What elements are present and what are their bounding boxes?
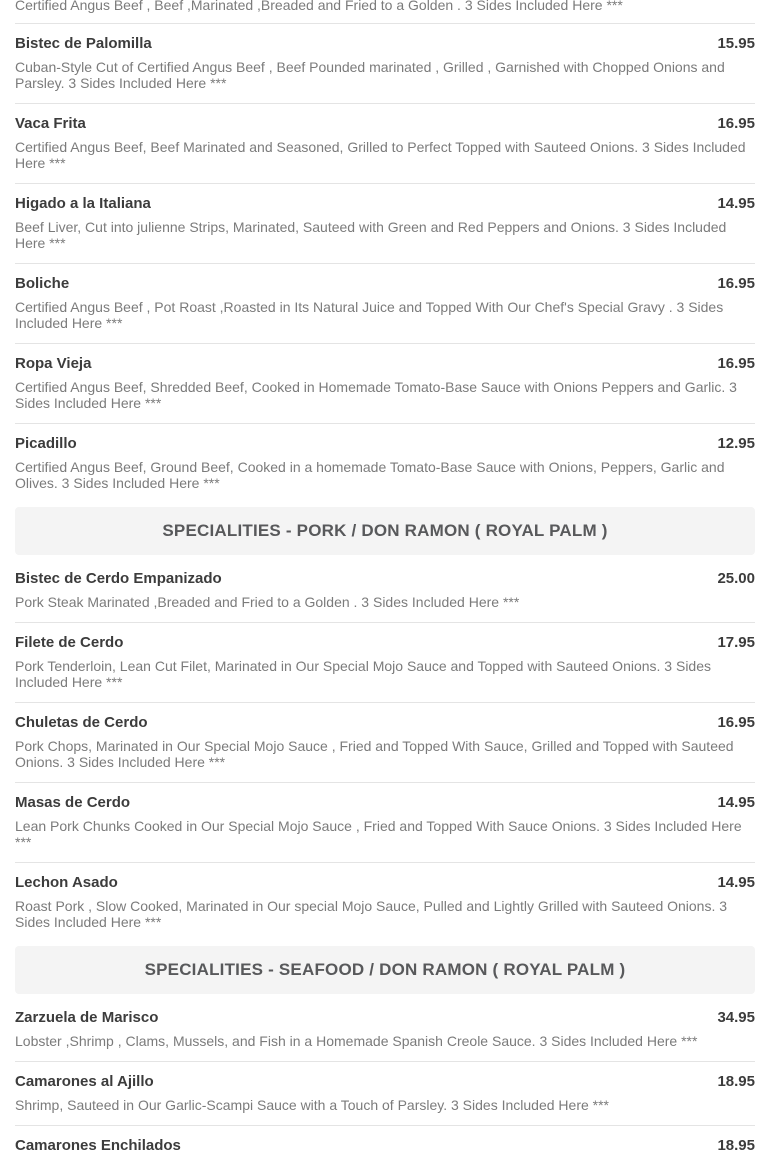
menu-item-header — [15, 795, 755, 810]
menu-item-price: 14.95 — [717, 794, 755, 811]
menu-item-price: 18.95 — [717, 1137, 755, 1154]
menu-item-header — [15, 875, 755, 890]
menu-item-name: Zarzuela de Marisco — [15, 1009, 159, 1026]
menu-item-description: Lean Pork Chunks Cooked in Our Special Mojo Sauce , Fried and Topped With Sauce Onions. 3 Sides Included Here *** — [15, 818, 742, 850]
menu-item-price: 16.95 — [717, 275, 755, 292]
menu-item-name: Vaca Frita — [15, 115, 86, 132]
menu-item[interactable] — [15, 1125, 755, 1165]
menu-item[interactable] — [15, 702, 755, 782]
menu-item-description: Lobster ,Shrimp , Clams, Mussels, and Fish in a Homemade Spanish Creole Sauce. 3 Sides Included Here *** — [15, 1033, 698, 1049]
menu-item[interactable] — [15, 103, 755, 183]
menu-item-name: Chuletas de Cerdo — [15, 714, 148, 731]
menu-item[interactable] — [15, 343, 755, 423]
menu-item[interactable] — [15, 423, 755, 503]
menu-item-name: Bistec de Cerdo Empanizado — [15, 570, 222, 587]
menu-item-price: 16.95 — [717, 355, 755, 372]
menu-item-description: Certified Angus Beef, Beef Marinated and Seasoned, Grilled to Perfect Topped with Sauteed Onions. 3 Sides Included Here *** — [15, 139, 746, 171]
menu-item-description: Pork Steak Marinated ,Breaded and Fried to a Golden . 3 Sides Included Here *** — [15, 594, 520, 610]
section-title: SPECIALITIES - PORK / DON RAMON ( ROYAL PALM ) — [162, 521, 608, 540]
menu-item-description: Certified Angus Beef, Shredded Beef, Cooked in Homemade Tomato-Base Sauce with Onions Peppers and Garlic. 3 Sides Included Here *** — [15, 379, 737, 411]
menu-item[interactable] — [15, 998, 755, 1061]
menu-item-header — [15, 116, 755, 131]
menu-item-price: 12.95 — [717, 435, 755, 452]
menu-item-price: 25.00 — [717, 570, 755, 587]
menu-item[interactable] — [15, 183, 755, 263]
menu-item-name: Filete de Cerdo — [15, 634, 124, 651]
menu-item-price: 18.95 — [717, 1073, 755, 1090]
menu-item-price: 16.95 — [717, 714, 755, 731]
menu-item-price: 14.95 — [717, 195, 755, 212]
menu-item-name: Lechon Asado — [15, 874, 118, 891]
menu-item-description: Certified Angus Beef , Pot Roast ,Roasted in Its Natural Juice and Topped With Our Chef's Special Gravy . 3 Sides Included Here *** — [15, 299, 724, 331]
menu-item[interactable] — [15, 559, 755, 622]
menu-item-description: Shrimp, Sauteed in Our Garlic-Scampi Sauce with a Touch of Parsley. 3 Sides Included Here *** — [15, 1097, 609, 1113]
menu-item-description: Pork Tenderloin, Lean Cut Filet, Marinated in Our Special Mojo Sauce and Topped with Sauteed Onions. 3 Sides Included Here *** — [15, 658, 712, 690]
menu-item-header — [15, 276, 755, 291]
menu-item-price: 15.95 — [717, 35, 755, 52]
menu-item[interactable] — [15, 862, 755, 942]
menu-item-header — [15, 1138, 755, 1153]
menu-item-price: 34.95 — [717, 1009, 755, 1026]
menu-item-name: Picadillo — [15, 435, 77, 452]
menu-item-header — [15, 1010, 755, 1025]
menu-item-name: Bistec de Palomilla — [15, 35, 152, 52]
menu-item-description: Pork Chops, Marinated in Our Special Mojo Sauce , Fried and Topped With Sauce, Grilled and Topped with Sauteed Onions. 3 Sides Included Here *** — [15, 738, 734, 770]
menu-item[interactable] — [15, 0, 755, 23]
menu-item-description: Beef Liver, Cut into julienne Strips, Marinated, Sauteed with Green and Red Peppers and Onions. 3 Sides Included Here *** — [15, 219, 727, 251]
menu-item-description: Cuban-Style Cut of Certified Angus Beef , Beef Pounded marinated , Grilled , Garnished with Chopped Onions and Parsley. 3 Sides Included Here *** — [15, 59, 725, 91]
menu-item-header — [15, 436, 755, 451]
menu-item-price: 14.95 — [717, 874, 755, 891]
menu-item-header — [15, 571, 755, 586]
menu-item-description: Certified Angus Beef, Ground Beef, Cooked in a homemade Tomato-Base Sauce with Onions, Peppers, Garlic and Olives. 3 Sides Included Here *** — [15, 459, 725, 491]
menu-item-description: Roast Pork , Slow Cooked, Marinated in Our special Mojo Sauce, Pulled and Lightly Grilled with Sauteed Onions. 3 Sides Included Here *** — [15, 898, 728, 930]
menu-item[interactable] — [15, 622, 755, 702]
menu-item-name: Higado a la Italiana — [15, 195, 151, 212]
menu-item-description: Certified Angus Beef , Beef ,Marinated ,Breaded and Fried to a Golden . 3 Sides Included Here *** — [15, 0, 623, 13]
menu-item-header — [15, 635, 755, 650]
section-header — [15, 946, 755, 994]
menu-item[interactable] — [15, 1061, 755, 1125]
menu-item[interactable] — [15, 782, 755, 862]
menu-item-header — [15, 715, 755, 730]
section-title: SPECIALITIES - SEAFOOD / DON RAMON ( ROYAL PALM ) — [144, 960, 626, 979]
menu-item-name: Masas de Cerdo — [15, 794, 131, 811]
menu-item-name: Camarones al Ajillo — [15, 1073, 154, 1090]
menu-item-price: 17.95 — [717, 634, 755, 651]
section-header — [15, 507, 755, 555]
menu-item-header — [15, 356, 755, 371]
menu-item[interactable] — [15, 263, 755, 343]
menu-item-name: Camarones Enchilados — [15, 1137, 181, 1154]
menu-item[interactable] — [15, 23, 755, 103]
menu-item-price: 16.95 — [717, 115, 755, 132]
menu-item-name: Ropa Vieja — [15, 355, 92, 372]
menu-item-header — [15, 196, 755, 211]
menu-item-header — [15, 1074, 755, 1089]
menu-item-name: Boliche — [15, 275, 70, 292]
menu-item-header — [15, 36, 755, 51]
